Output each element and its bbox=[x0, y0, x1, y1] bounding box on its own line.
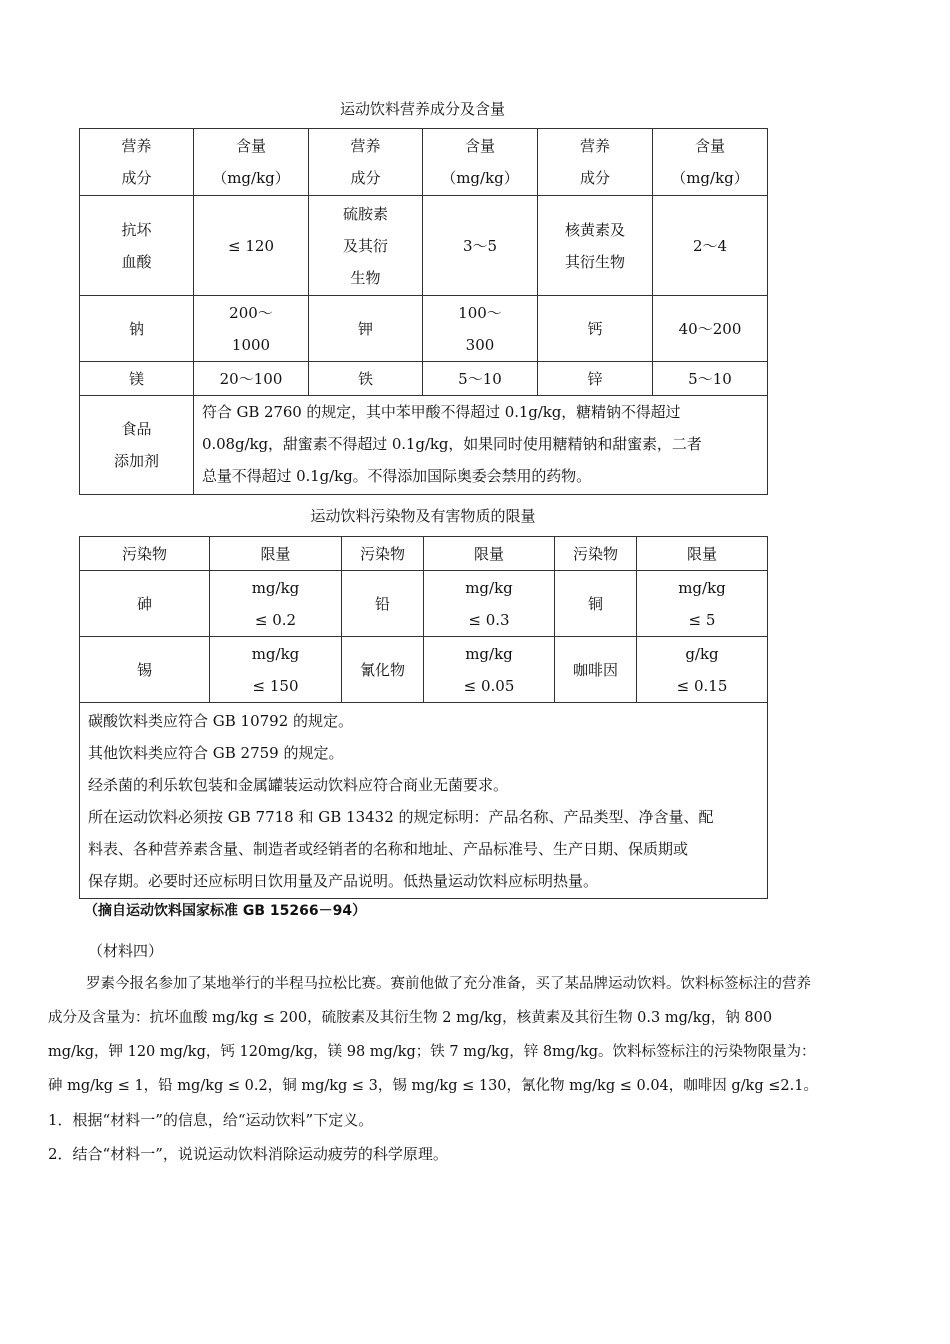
t2-header-cell: 限量 bbox=[210, 537, 342, 571]
t1-cell: 200～ 1000 bbox=[194, 296, 309, 362]
t1-cell: 硫胺素 及其衍 生物 bbox=[309, 196, 423, 296]
material-line: 砷 mg/kg ≤ 1，铅 mg/kg ≤ 0.2，铜 mg/kg ≤ 3，锡 mg/kg ≤ 130，氰化物 mg/kg ≤ 0.04，咖啡因 g/kg ≤2.1。 bbox=[48, 1078, 818, 1094]
t1-cell: 镁 bbox=[80, 362, 194, 396]
t1-cell: 40～200 bbox=[653, 296, 768, 362]
t1-header-cell: 营养 成分 bbox=[538, 129, 653, 196]
nutrition-table bbox=[79, 128, 768, 495]
material-paragraph bbox=[48, 967, 918, 1171]
t1-cell: 2～4 bbox=[653, 196, 768, 296]
source-note: （摘自运动饮料国家标准 GB 15266－94） bbox=[84, 903, 367, 919]
t2-cell: 铜 bbox=[555, 571, 637, 637]
t2-cell: 锡 bbox=[80, 637, 210, 703]
t1-cell: 核黄素及 其衍生物 bbox=[538, 196, 653, 296]
t2-cell: 氰化物 bbox=[342, 637, 424, 703]
t1-cell: 钠 bbox=[80, 296, 194, 362]
material-line: 成分及含量为：抗坏血酸 mg/kg ≤ 200，硫胺素及其衍生物 2 mg/kg，核黄素及其衍生物 0.3 mg/kg，钠 800 bbox=[48, 1010, 773, 1026]
t1-header-cell: 含量 （mg/kg） bbox=[653, 129, 768, 196]
t1-cell: 20～100 bbox=[194, 362, 309, 396]
table2-title: 运动饮料污染物及有害物质的限量 bbox=[310, 507, 536, 525]
t1-cell: 100～ 300 bbox=[423, 296, 538, 362]
question-2: 2．结合“材料一”，说说运动饮料消除运动疲劳的科学原理。 bbox=[48, 1145, 448, 1163]
additive-label: 食品 添加剂 bbox=[80, 396, 194, 495]
t2-cell: 砷 bbox=[80, 571, 210, 637]
t2-cell: mg/kg ≤ 5 bbox=[637, 571, 768, 637]
t1-cell: 铁 bbox=[309, 362, 423, 396]
t2-header-cell: 污染物 bbox=[555, 537, 637, 571]
t1-cell: 抗坏 血酸 bbox=[80, 196, 194, 296]
t1-header-cell: 含量 （mg/kg） bbox=[423, 129, 538, 196]
material-heading: （材料四） bbox=[88, 942, 164, 960]
t1-header-cell: 营养 成分 bbox=[80, 129, 194, 196]
t2-cell: 铅 bbox=[342, 571, 424, 637]
t2-cell: mg/kg ≤ 0.2 bbox=[210, 571, 342, 637]
t2-cell: mg/kg ≤ 0.3 bbox=[424, 571, 555, 637]
t1-cell: 锌 bbox=[538, 362, 653, 396]
contaminant-table bbox=[79, 536, 768, 899]
t2-cell: mg/kg ≤ 0.05 bbox=[424, 637, 555, 703]
t1-header-cell: 含量 （mg/kg） bbox=[194, 129, 309, 196]
t1-cell: ≤ 120 bbox=[194, 196, 309, 296]
t2-cell: mg/kg ≤ 150 bbox=[210, 637, 342, 703]
t2-header-cell: 污染物 bbox=[80, 537, 210, 571]
t2-header-cell: 限量 bbox=[424, 537, 555, 571]
t2-header-cell: 污染物 bbox=[342, 537, 424, 571]
question-1: 1．根据“材料一”的信息，给“运动饮料”下定义。 bbox=[48, 1111, 374, 1129]
table1-title: 运动饮料营养成分及含量 bbox=[339, 100, 505, 118]
t2-header-cell: 限量 bbox=[637, 537, 768, 571]
t1-cell: 5～10 bbox=[653, 362, 768, 396]
material-line: 罗素今报名参加了某地举行的半程马拉松比赛。赛前他做了充分准备，买了某品牌运动饮料。饮料标签标注的营养 bbox=[86, 976, 811, 992]
t1-cell: 钙 bbox=[538, 296, 653, 362]
t1-header-cell: 营养 成分 bbox=[309, 129, 423, 196]
t1-cell: 钾 bbox=[309, 296, 423, 362]
t2-cell: g/kg ≤ 0.15 bbox=[637, 637, 768, 703]
material-line: mg/kg，钾 120 mg/kg，钙 120mg/kg，镁 98 mg/kg；铁 7 mg/kg，锌 8mg/kg。饮料标签标注的污染物限量为： bbox=[48, 1044, 816, 1060]
t1-cell: 5～10 bbox=[423, 362, 538, 396]
t2-cell: 咖啡因 bbox=[555, 637, 637, 703]
t1-cell: 3～5 bbox=[423, 196, 538, 296]
contaminant-notes: 碳酸饮料类应符合 GB 10792 的规定。 其他饮料类应符合 GB 2759 的规定。 经杀菌的利乐软包装和金属罐装运动饮料应符合商业无菌要求。 所在运动饮料必须按 GB 7718 和 GB 13432 的规定标明：产品名称、产品类型、净含量、配 料表、各种营养素含量、制造者或经销者的名称和地址、产品标准号、生产日期、保质期或 保存期。必要时还应标明日饮用量及产品说明。低热量运动饮料应标明热量。 bbox=[80, 703, 768, 899]
additive-text: 符合 GB 2760 的规定，其中苯甲酸不得超过 0.1g/kg，糖精钠不得超过 0.08g/kg，甜蜜素不得超过 0.1g/kg，如果同时使用糖精钠和甜蜜素，二者 总量不得超过 0.1g/kg。不得添加国际奥委会禁用的药物。 bbox=[194, 396, 768, 495]
